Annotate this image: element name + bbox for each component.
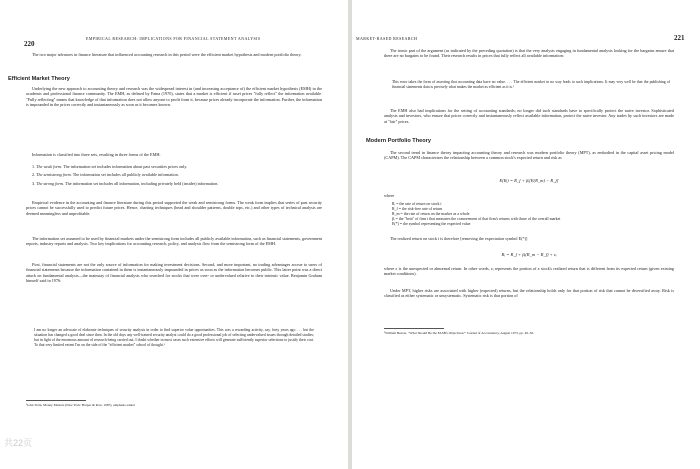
body-paragraph: The ironic part of the argument (as indicated by the preceding quotation) is that the very analysts engaging in fundamental analysis looking for the bargains ensure that there are no bargains to be found. Their research results in prices that fully reflect all available information:	[384, 48, 674, 59]
section-heading: Efficient Market Theory	[8, 76, 70, 82]
emh-forms-list	[32, 164, 320, 186]
running-head: EMPIRICAL RESEARCH: IMPLICATIONS FOR FINANCIAL STATEMENT ANALYSIS	[86, 36, 261, 41]
footnote-rule	[26, 400, 86, 401]
body-paragraph: Information is classified into three sets, resulting in three forms of the EMH:	[32, 152, 161, 157]
definition-item: R_m = the rate of return on the market as a whole	[392, 212, 470, 216]
list-item: 1. The weak form. The information set includes information about past securities prices only.	[32, 164, 188, 169]
body-paragraph: The information set assumed to be used by financial markets under the semistrong form includes all publicly available information, such as financial statements, government reports, industry reports and analysis. Two key implications for accounting research, policy, and analysis flow from the semistrong form of the EMH.	[26, 236, 322, 247]
footnote: ²William Beaver, "What Should Be the FASB's Objectives?" Journal of Accountancy, August 1973, pp. 49–56.	[384, 331, 534, 335]
definition-item: E(*) = the symbol representing the expected value	[392, 222, 471, 226]
list-item: 2. The semistrong form. The information set includes all publicly available information.	[32, 172, 179, 178]
running-head: MARKET-BASED RESEARCH	[356, 36, 418, 41]
body-paragraph: The EMH also had implications for the setting of accounting standards; no longer did such standards have to specifically protect the naive investor. Sophisticated analysts and investors, who ensure that prices correctly and instantaneously reflect available information, protect the naive investor. Any trades by such investors are made at "fair" prices.	[384, 108, 674, 124]
capm-equation: E(Rᵢ) = R_f + βᵢ[E(R_m) − R_f]	[499, 178, 559, 183]
footnote-rule	[384, 328, 444, 329]
page-number: 221	[674, 34, 685, 42]
page-number: 220	[24, 40, 35, 48]
right-page	[352, 0, 700, 469]
definition-item: βᵢ = the "beta" of firm i that measures the comovement of that firm's returns with those of the overall market	[392, 217, 561, 221]
list-item: 3. The strong form. The information set includes all information, including privately held (insider) information.	[32, 180, 219, 186]
footnote: ¹John Train, Money Masters (New York: Harper & Row, 1987), emphasis added	[26, 403, 135, 407]
left-page	[0, 0, 348, 469]
intro-paragraph: The two major advances in finance literature that influenced accounting research in this period were the efficient market hypothesis and modern portfolio theory.	[32, 52, 302, 57]
body-paragraph: Empirical evidence in the accounting and finance literature during this period supported the weak and semistrong forms. The weak form implies that series of past security prices cannot be successfully used to predict future prices. Hence, charting techniques (head and shoulder patterns, double tops, etc.) and other types of technical analysis are deemed meaningless and unprofitable.	[26, 200, 322, 216]
block-quote: I am no longer an advocate of elaborate techniques of security analysis in order to find superior value opportunities. This was a rewarding activity, say, forty years ago . . . but the situation has changed a good deal since then. In the old days any well-trained security analyst could do a good professional job of selecting undervalued issues through detailed studies; but in light of the enormous amount of research being carried out, I doubt whether in most cases such extensive efforts will generate sufficiently superior selections to justify their cost. To that very limited extent I'm on the side of the "efficient market" school of thought.¹	[34, 327, 314, 347]
realized-return-equation: Rᵢ = R_f + βᵢ(R_m − R_f) + εᵢ	[501, 252, 557, 257]
section-heading: Modern Portfolio Theory	[366, 138, 431, 144]
page-count-watermark: 共22页	[4, 438, 33, 448]
definition-item: Rᵢ = the rate of return on stock i	[392, 202, 442, 206]
body-paragraph: The realized return on stock i is therefore [removing the expectation symbol E(*)]	[390, 236, 528, 241]
body-paragraph: Underlying the new approach to accounting theory and research was the widespread interest in (and increasing acceptance of) the efficient market hypothesis (EMH) in the academic and professional finance community. The EMH, as defined by Fama (1970), states that a market is efficient if asset prices "fully reflect" the information available. "Fully reflecting" means that knowledge of that information does not allow anyone to profit from it, because prices already incorporate the information. Further, the information is impounded in the prices correctly and instantaneously as soon as it becomes known.	[26, 86, 322, 108]
definition-item: R_f = the risk-free rate of return	[392, 207, 443, 211]
body-paragraph: Under MPT, higher risks are associated with higher (expected) returns, but the relationship holds only for that portion of risk that cannot be diversified away. Risk is classified as either systematic or unsystematic. Systematic risk is that portion of	[384, 288, 674, 299]
body-paragraph: First, financial statements are not the only source of information for making investment decisions. Second, and more important, no trading advantages accrue to users of financial statements because the information contained in them is instantaneously impounded in prices as soon as the information becomes public. This latter point was a direct attack on fundamental analysis—the mainstay of financial analysts who searched for stocks that were over- or undervalued relative to their intrinsic value. Benjamin Graham himself said in 1976:	[26, 262, 322, 284]
definitions-list	[392, 202, 672, 227]
where-label: where	[384, 193, 395, 198]
body-paragraph: The second trend in finance theory impacting accounting theory and research was modern portfolio theory (MPT), as embodied in the capital asset pricing model (CAPM). The CAPM characterizes the relationship between a common stock's expected return and risk as	[384, 150, 674, 161]
block-quote: This error takes the form of asserting that accounting data have no value. . . . The efficient market in no way leads to such implications. It may very well be that the publishing of financial statements data is precisely what makes the market as efficient as it is.²	[392, 79, 670, 89]
body-paragraph: where ε is the unexpected or abnormal return. In other words, εᵢ represents the portion of a stock's realized return that is different from its expected return (given existing market conditions).	[384, 266, 674, 277]
